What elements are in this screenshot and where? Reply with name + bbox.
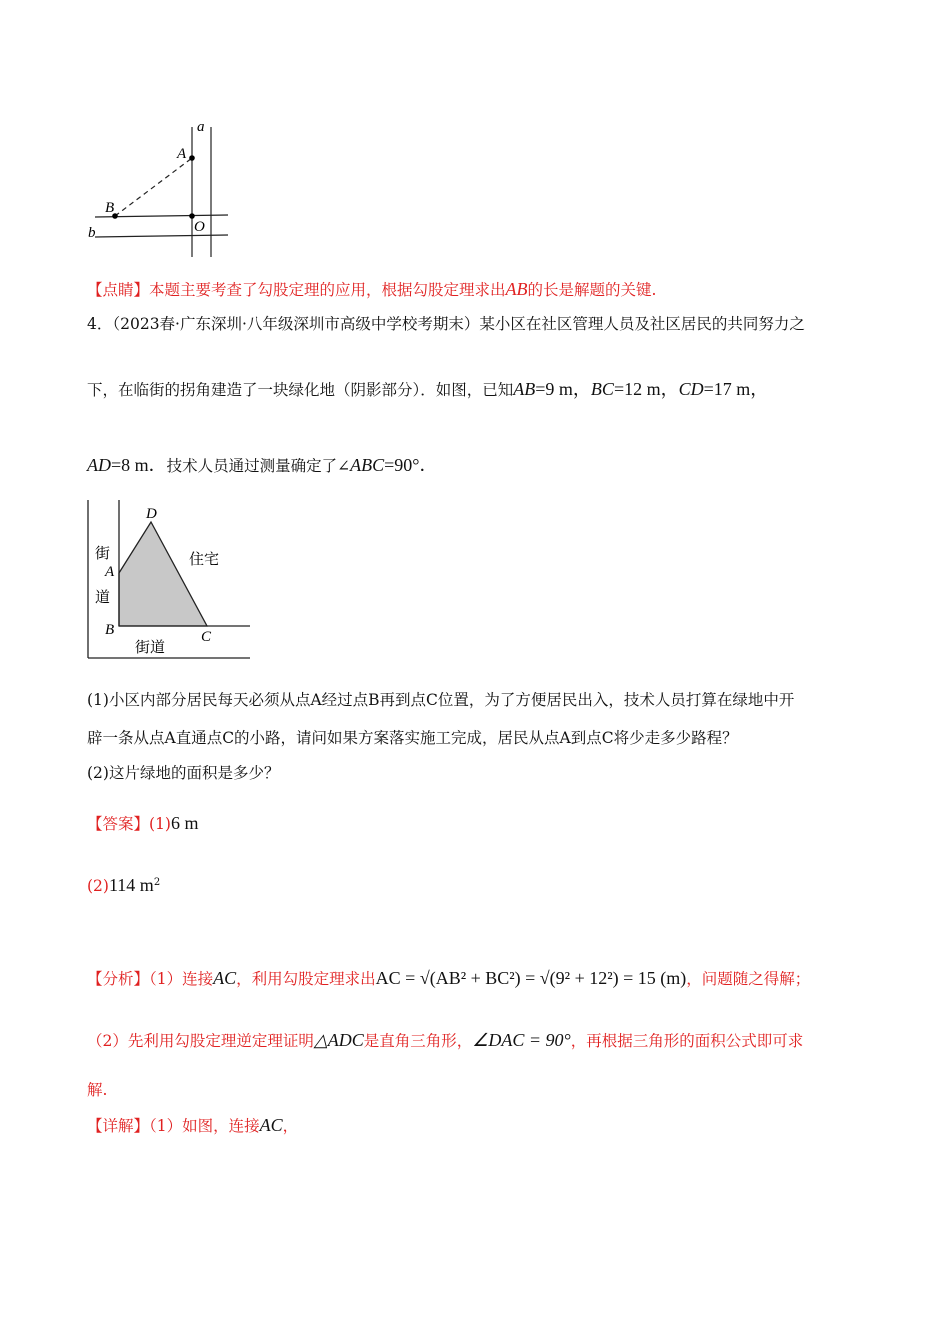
label-b: b [88, 225, 96, 241]
question-4-line3: AD=8 m．技术人员通过测量确定了∠ABC=90°． [87, 455, 438, 475]
label-a: a [197, 119, 205, 135]
answer-2: (2)114 $m^2$ [87, 875, 161, 896]
figure-parallel-lines [85, 115, 235, 260]
analysis-line1: 【分析】（1）连接AC，利用勾股定理求出AC = √(AB² + BC²) = √(9² + 12²) = 15 (m)，问题随之得解； [87, 968, 811, 988]
question-4-line1: 4．（2023春·广东深圳·八年级深圳市高级中学校考期末）某小区在社区管理人员及社区居民的共同努力之 [87, 315, 805, 333]
detail-line1: 【详解】（1）如图，连接AC， [87, 1115, 299, 1135]
figure-green-land [85, 498, 255, 663]
part2: (2)这片绿地的面积是多少？ [87, 764, 280, 782]
analysis-line2: （2）先利用勾股定理逆定理证明△ADC是直角三角形，∠DAC = 90°，再根据三角形的面积公式即可求 [87, 1030, 804, 1050]
part1-line1: (1)小区内部分居民每天必须从点A经过点B再到点C位置，为了方便居民出入，技术人员打算在绿地中开 [87, 691, 795, 709]
street-bottom-label: 街道 [135, 638, 166, 656]
answer-1: 【答案】(1)6 m [87, 813, 199, 833]
label-D: D [146, 506, 157, 522]
label-B: B [105, 622, 115, 638]
street-label-1: 街 [95, 544, 111, 562]
label-O: O [194, 219, 205, 235]
label-A: A [177, 146, 187, 162]
part1-line2: 辟一条从点A直通点C的小路，请问如果方案落实施工完成，居民从点A到点C将少走多少路程？ [87, 729, 738, 747]
label-A: A [105, 564, 115, 580]
dianjing-note: 【点睛】本题主要考查了勾股定理的应用，根据勾股定理求出AB的长是解题的关键. [87, 279, 657, 299]
label-B: B [105, 200, 115, 216]
label-C: C [201, 629, 212, 645]
analysis-line3: 解. [87, 1081, 108, 1099]
house-label: 住宅 [189, 550, 220, 568]
street-label-2: 道 [95, 588, 111, 606]
question-4-line2: 下，在临街的拐角建造了一块绿化地（阴影部分）．如图，已知AB=9 m，BC=12 m，CD=17 m， [87, 379, 769, 399]
